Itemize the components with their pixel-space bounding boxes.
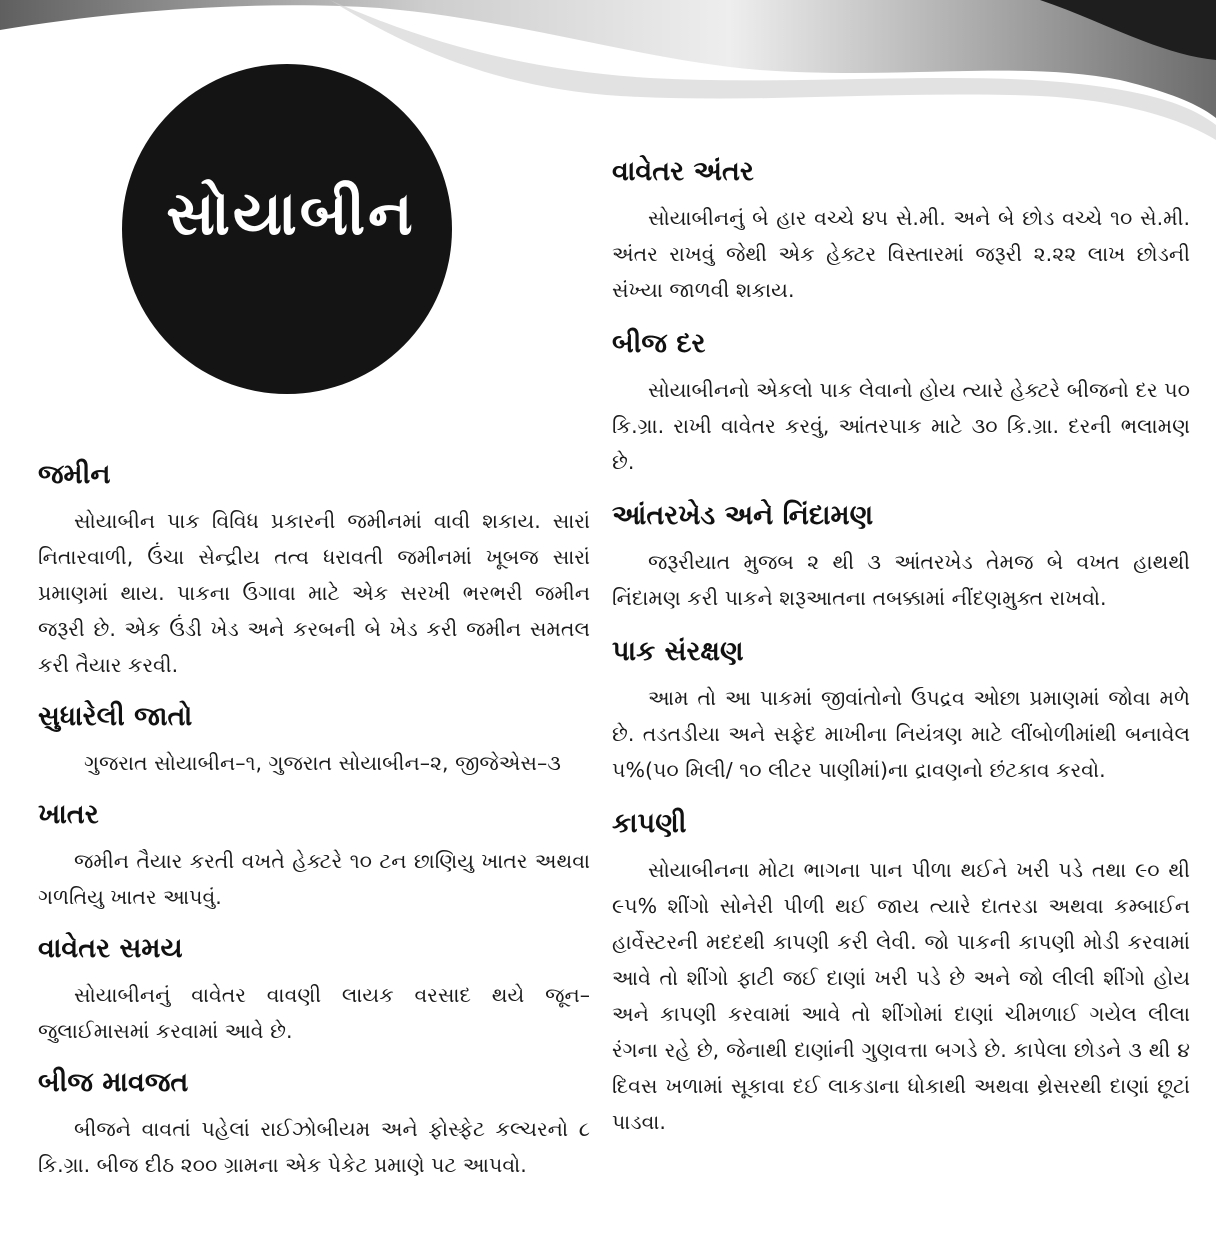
section-seed-treatment [38, 1063, 590, 1183]
section-heading: વાવેતર અંતર [612, 156, 754, 187]
section-heading: જમીન [38, 459, 111, 490]
section-body: આમ તો આ પાકમાં જીવાંતોનો ઉપદ્રવ ઓછા પ્રમાણમાં જોવા મળે છે. તડતડીયા અને સફેદ માખીના નિયંત્રણ માટે લીંબોળીમાંથી બનાવેલ ૫%(૫૦ મિલી/ ૧૦ લીટર પાણીમાં)ના દ્રાવણનો છંટકાવ કરવો. [612, 686, 1190, 782]
section-heading: પાક સંરક્ષણ [612, 636, 744, 667]
section-heading: ખાતર [38, 799, 99, 830]
section-soil [38, 455, 590, 683]
section-crop-protection [612, 632, 1190, 788]
page-title: સોયાબીન [166, 179, 416, 249]
right-column [612, 152, 1190, 1140]
section-seed-rate [612, 324, 1190, 480]
section-sowing-distance [612, 152, 1190, 308]
section-body: સોયાબીનનો એકલો પાક લેવાનો હોય ત્યારે હેક્ટરે બીજનો દર ૫૦ કિ.ગ્રા. રાખી વાવેતર કરવું, આંતરપાક માટે ૩૦ કિ.ગ્રા. દરની ભલામણ છે. [612, 378, 1190, 474]
section-body: સોયાબીન પાક વિવિધ પ્રકારની જમીનમાં વાવી શકાય. સારાં નિતારવાળી, ઉંચા સેન્દ્રીય તત્વ ધરાવતી જમીનમાં ખૂબજ સારાં પ્રમાણમાં થાય. પાકના ઉગાવા માટે એક સરખી ભરભરી જમીન જરૂરી છે. એક ઉંડી ખેડ અને કરબની બે ખેડ કરી જમીન સમતલ કરી તૈયાર કરવી. [38, 509, 590, 677]
section-body: બીજને વાવતાં પહેલાં રાઈઝોબીયમ અને ફોસ્ફેટ કલ્ચરનો ૮ કિ.ગ્રા. બીજ દીઠ ૨૦૦ ગ્રામના એક પેકેટ પ્રમાણે પટ આપવો. [38, 1117, 590, 1177]
section-interculture-weeding [612, 496, 1190, 616]
section-body: સોયાબીનના મોટા ભાગના પાન પીળા થઈને ખરી પડે તથા ૯૦ થી ૯૫% શીંગો સોનેરી પીળી થઈ જાય ત્યારે દાતરડા અથવા કમ્બાઈન હાર્વેસ્ટરની મદદથી કાપણી કરી લેવી. જો પાકની કાપણી મોડી કરવામાં આવે તો શીંગો ફાટી જઈ દાણાં ખરી પડે છે અને જો લીલી શીંગો હોય અને કાપણી કરવામાં આવે તો શીંગોમાં દાણાં ચીમળાઈ ગયેલ લીલા રંગના રહે છે, જેનાથી દાણાંની ગુણવત્તા બગડે છે. કાપેલા છોડને ૩ થી ૪ દિવસ ખળામાં સૂકાવા દઈ લાકડાના ધોકાથી અથવા થ્રેસરથી દાણાં છૂટાં પાડવા. [612, 858, 1190, 1134]
section-body: સોયાબીનનું વાવેતર વાવણી લાયક વરસાદ થયે જૂન–જુલાઈમાસમાં કરવામાં આવે છે. [38, 983, 590, 1043]
section-body: જરૂરીયાત મુજબ ૨ થી ૩ આંતરખેડ તેમજ બે વખત હાથથી નિંદામણ કરી પાકને શરૂઆતના તબક્કામાં નીંદણમુક્ત રાખવો. [612, 550, 1190, 610]
section-heading: વાવેતર સમય [38, 933, 183, 964]
section-body: સોયાબીનનું બે હાર વચ્ચે ૪૫ સે.મી. અને બે છોડ વચ્ચે ૧૦ સે.મી. અંતર રાખવું જેથી એક હેક્ટર વિસ્તારમાં જરૂરી ૨.૨૨ લાખ છોડની સંખ્યા જાળવી શકાય. [612, 206, 1190, 302]
section-heading: બીજ માવજત [38, 1067, 189, 1098]
section-body: જમીન તૈયાર કરતી વખતે હેક્ટરે ૧૦ ટન છાણિયુ ખાતર અથવા ગળતિયુ ખાતર આપવું. [38, 849, 590, 909]
section-heading: આંતરખેડ અને નિંદામણ [612, 500, 874, 531]
section-heading: કાપણી [612, 808, 687, 839]
section-sowing-time [38, 929, 590, 1049]
section-heading: બીજ દર [612, 328, 706, 359]
title-circle [122, 64, 452, 394]
section-fertilizer [38, 795, 590, 915]
section-harvesting [612, 804, 1190, 1140]
section-improved-varieties [38, 697, 590, 781]
left-column [38, 455, 590, 1183]
section-heading: સુધારેલી જાતો [38, 701, 193, 732]
section-body: ગુજરાત સોયાબીન–૧, ગુજરાત સોયાબીન–૨, જીજેએસ–૩ [84, 751, 561, 775]
